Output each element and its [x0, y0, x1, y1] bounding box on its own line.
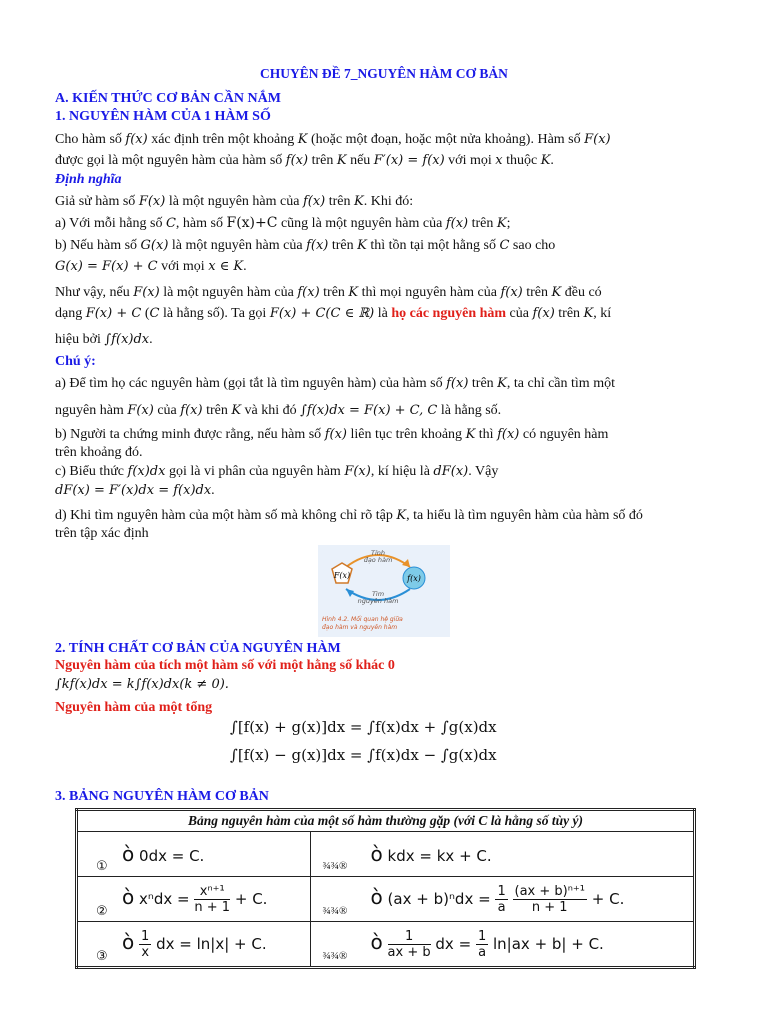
circled-number: ③	[96, 949, 108, 964]
figure-caption-2: đạo hàm và nguyên hàm	[322, 624, 398, 631]
section-1-heading: 1. NGUYÊN HÀM CỦA 1 HÀM SỐ	[55, 109, 271, 124]
table-cell	[77, 832, 311, 877]
circled-number: ①	[96, 859, 108, 874]
table-row	[77, 832, 695, 877]
table-caption-row	[77, 810, 695, 832]
definition-line-2: được gọi là một nguyên hàm của hàm số f(x) trên K nếu F′(x) = f(x) với mọi x thuộc K.	[55, 153, 554, 168]
note-c-line-2: dF(x) = F′(x)dx = f(x)dx.	[55, 483, 215, 498]
sum-formula: ∫[f(x) + g(x)]dx = ∫f(x)dx + ∫g(x)dx	[230, 718, 497, 736]
derivative-antiderivative-diagram	[318, 545, 450, 637]
antiderivative-label-2: nguyên hàm	[357, 597, 399, 605]
table-cell	[310, 922, 694, 968]
table-cell	[77, 922, 311, 968]
arrow-glyph: ¾¾®	[322, 950, 348, 962]
difference-formula: ∫[f(x) − g(x)]dx = ∫f(x)dx − ∫g(x)dx	[230, 746, 497, 764]
page-title: CHUYÊN ĐỀ 7_NGUYÊN HÀM CƠ BẢN	[260, 66, 508, 81]
item-b-line: b) Nếu hàm số G(x) là một nguyên hàm của f(x) trên K thì tồn tại một hằng số C sao cho	[55, 238, 556, 253]
formula: ò xⁿdx = $\frac{\text{xⁿ⁺¹}}{n + 1}$ + C.	[122, 883, 268, 915]
formula: ò $\frac{1}{x}$ dx = ln|x| + C.	[122, 928, 267, 960]
definition-heading: Định nghĩa	[55, 172, 122, 187]
note-b-line-1: b) Người ta chứng minh được rằng, nếu hàm số f(x) liên tục trên khoảng K thì f(x) có nguyên hàm	[55, 427, 609, 442]
suppose-line: Giả sử hàm số F(x) là một nguyên hàm của f(x) trên K. Khi đó:	[55, 194, 414, 209]
formula: ò 0dx = C.	[122, 842, 205, 866]
item-a-line: a) Với mỗi hằng số C, hàm số F(x)+C cũng là một nguyên hàm của f(x) trên K;	[55, 215, 511, 231]
note-d-line-2: trên tập xác định	[55, 526, 149, 541]
pentagon-label: F(x)	[333, 571, 351, 580]
formula: ò (ax + b)ⁿdx = $\frac{1}{a}$ $\frac{\text{(ax + b)ⁿ⁺¹}}{n + 1}$ + C.	[370, 883, 625, 915]
section-3-heading: 3. BẢNG NGUYÊN HÀM CƠ BẢN	[55, 789, 269, 804]
note-d-line-1: d) Khi tìm nguyên hàm của một hàm số mà không chỉ rõ tập K, ta hiểu là tìm nguyên hàm của hàm số đó	[55, 508, 643, 523]
summary-line-1: Như vậy, nếu F(x) là một nguyên hàm của f(x) trên K thì mọi nguyên hàm của f(x) trên K đều có	[55, 285, 602, 300]
item-b-line-2: G(x) = F(x) + C với mọi x ∈ K.	[55, 259, 247, 274]
table-cell	[310, 877, 694, 922]
formula: ò $\frac{1}{ax + b}$ dx = $\frac{1}{a}$ ln|ax + b| + C.	[370, 928, 604, 960]
summary-line-2: dạng F(x) + C (C là hằng số). Ta gọi F(x) + C(C ∈ ℝ) là họ các nguyên hàm của f(x) trên K, kí	[55, 306, 612, 321]
table-cell	[310, 832, 694, 877]
table-caption: Bảng nguyên hàm của một số hàm thường gặp (với C là hằng số tùy ý)	[77, 810, 695, 832]
definition-line-1: Cho hàm số f(x) xác định trên một khoảng K (hoặc một đoạn, hoặc một nửa khoảng). Hàm số F(x)	[55, 132, 611, 147]
derivative-label-2: đạo hàm	[363, 556, 393, 564]
arrow-glyph: ¾¾®	[322, 905, 348, 917]
property-2-title: Nguyên hàm của một tổng	[55, 700, 213, 715]
note-heading: Chú ý:	[55, 354, 96, 369]
note-b-line-2: trên khoảng đó.	[55, 445, 143, 460]
section-a-heading: A. KIẾN THỨC CƠ BẢN CẦN NẮM	[55, 91, 281, 106]
antiderivative-label: Tìm	[371, 590, 385, 598]
derivative-label: Tính	[370, 549, 386, 557]
summary-line-3: hiệu bởi ∫f(x)dx.	[55, 332, 153, 347]
table-row	[77, 922, 695, 968]
figure-caption-1: Hình 4.2. Mối quan hệ giữa	[322, 616, 403, 623]
circle-label: f(x)	[407, 574, 421, 583]
note-a-line-2: nguyên hàm F(x) của f(x) trên K và khi đó ∫f(x)dx = F(x) + C, C là hằng số.	[55, 403, 502, 418]
note-a-line-1: a) Để tìm họ các nguyên hàm (gọi tắt là tìm nguyên hàm) của hàm số f(x) trên K, ta chỉ cần tìm một	[55, 376, 615, 391]
table-row	[77, 877, 695, 922]
property-1-title: Nguyên hàm của tích một hàm số với một hằng số khác 0	[55, 658, 395, 673]
section-2-heading: 2. TÍNH CHẤT CƠ BẢN CỦA NGUYÊN HÀM	[55, 641, 341, 656]
table-cell	[77, 877, 311, 922]
note-c-line-1: c) Biểu thức f(x)dx gọi là vi phân của nguyên hàm F(x), kí hiệu là dF(x). Vậy	[55, 464, 499, 479]
highlight-term: họ các nguyên hàm	[391, 306, 507, 321]
formula: ò kdx = kx + C.	[370, 842, 492, 866]
antiderivative-table	[75, 808, 696, 969]
arrow-glyph: ¾¾®	[322, 860, 348, 872]
circled-number: ②	[96, 904, 108, 919]
property-1-formula: ∫kf(x)dx = k∫f(x)dx(k ≠ 0).	[55, 677, 229, 692]
